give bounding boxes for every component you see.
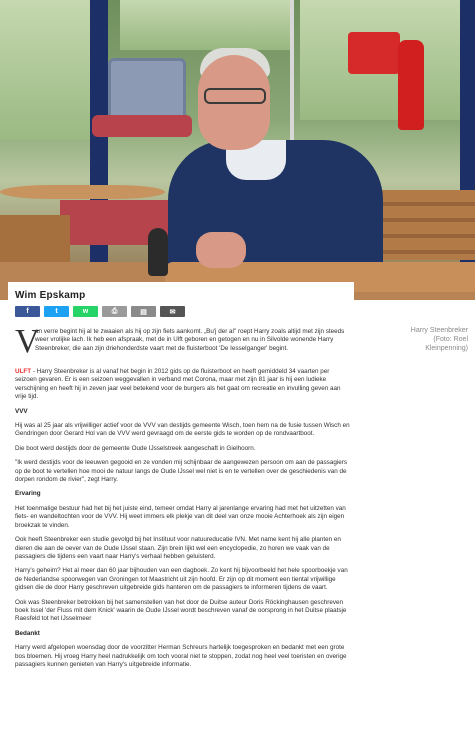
paragraph bbox=[15, 368, 351, 402]
article-body bbox=[15, 323, 351, 675]
paragraph: Die boot werd destijds door de gemeente Oude IJsselstreek aangeschaft in Gielhoorn. bbox=[15, 444, 256, 452]
share-bar bbox=[15, 306, 185, 317]
subheading: VVV bbox=[15, 407, 28, 415]
print-icon[interactable]: ⎙ bbox=[102, 306, 127, 317]
boat-post bbox=[90, 0, 108, 300]
intro-paragraph bbox=[15, 323, 351, 362]
paragraph: Ook was Steenbreker betrokken bij het samenstellen van het door de Duitse auteur Doris Röckinghausen geschreven boek Issel 'der Fluss mit dem Knick' waarin de Oude IJssel wordt beschreven vanaf de oorsprong in het Duitse plaatsje Raesfeld tot het IJsselmeer bbox=[15, 598, 347, 623]
whatsapp-icon[interactable]: w bbox=[73, 306, 98, 317]
table bbox=[0, 185, 165, 199]
window bbox=[120, 0, 290, 50]
caption-credit: (Foto: Roel Kleinpenning) bbox=[425, 336, 468, 352]
person-hand bbox=[196, 232, 246, 268]
email-icon[interactable]: ✉ bbox=[160, 306, 185, 317]
pdf-icon[interactable]: ▤ bbox=[131, 306, 156, 317]
person-glasses bbox=[204, 88, 266, 104]
seat bbox=[108, 58, 186, 123]
cushion bbox=[92, 115, 192, 137]
paragraph: "Ik werd destijds voor de leeuwen gegooid en ze vonden mij schijnbaar de aangewezen persoon om aan de passagiers op de boot te vertellen hoe mooi de natuur langs de Oude IJssel wel niet is en te vertellen over de geschiedenis van de dorpen rondom de rivier", zegt Harry. bbox=[15, 459, 347, 484]
twitter-icon[interactable]: t bbox=[44, 306, 69, 317]
drop-cap: V bbox=[15, 323, 40, 360]
paragraph-text: - Harry Steenbreker is al vanaf het begin in 2012 gids op de fluisterboot en heeft gemiddeld 34 vaarten per seizoen gevaren. Er is een seizoen weggevallen in verband met Corona, maar met zijn 81 jaar is hij een ludieke verschijning en heeft hij in zeven jaar veel betekend voor de burgers als het gaat om recreatie en invulling geven aan vrije tijd. bbox=[15, 368, 341, 401]
paragraph: Harry werd afgelopen woensdag door de voorzitter Herman Schreurs hartelijk toegesproken en bedankt met een grote bos bloemen. Hij vroeg Harry heel nadrukkelijk om toch vooral niet te stoppen, zodat nog heel veel toeristen en overige passagiers kunnen genieten van Harry's uitgebreide informatie. bbox=[15, 644, 347, 668]
window bbox=[0, 0, 95, 140]
photo-caption bbox=[410, 326, 468, 353]
intro-text: an verre begint hij al te zwaaien als hij op zijn fiets aankomt. „Bu'j der al" roept Harry zoals altijd met zijn steeds weer vrolijke lach. Ik heb een afspraak, met de in Ulft geboren en getogen en nu in Silvolde wonende Harry Steenbreker, die aan zijn driehonderdste vaart met de fluisterboot 'De Iesselganger' begint. bbox=[35, 328, 345, 352]
paragraph: Het toenmalige bestuur had het bij het juiste eind, temeer omdat Harry al jarenlange ervaring had met het uitzetten van fiets- en wandeltochten voor de VVV. Hij weet immers elk plekje van dit deel van onze mooie Achterhoek als zijn eigen broekzak te vinden. bbox=[15, 504, 346, 529]
article-header bbox=[8, 282, 354, 322]
author-name: Wim Epskamp bbox=[15, 290, 86, 301]
paragraph: Hij was al 25 jaar als vrijwilliger actief voor de VVV van destijds gemeente Wisch, toen hem na de fusie tussen Wisch en Gendringen door Gerard Hol van de VVV werd gevraagd om de eerste gids te worden op de rondvaartboot. bbox=[15, 422, 350, 438]
boat-pole bbox=[290, 0, 294, 150]
paragraph: Harry's geheim? Het al meer dan 60 jaar bijhouden van een dagboek. Zo kent hij bijvoorbeeld het hele spoorboekje van de Nederlandse spoorwegen van Groningen tot Maastricht uit zijn hoofd. Er zijn op dit moment een tiental vrijwillige gidsen die de door Harry geschreven uitgebreide gids hanteren om de passagiers te informeren tijdens de vaart. bbox=[15, 567, 348, 592]
caption-name: Harry Steenbreker bbox=[410, 327, 468, 334]
subheading: Ervaring bbox=[15, 490, 41, 498]
fire-extinguisher bbox=[398, 40, 424, 130]
article-photo bbox=[0, 0, 475, 300]
subheading: Bedankt bbox=[15, 629, 40, 637]
paragraph: Ook heeft Steenbreker een studie gevolgd bij het Instituut voor natuureducatie IVN. Met name kent hij alle planten en dieren die aan de oever van de Oude IJssel staan. Zijn brein lijkt wel een encyclopedie, zo horen we vaak van de passagiers die tijdens een vaart naar Harry's verhaal hebben geluisterd. bbox=[15, 536, 341, 560]
microphone bbox=[148, 228, 168, 276]
dateline: ULFT bbox=[15, 368, 32, 375]
facebook-icon[interactable]: f bbox=[15, 306, 40, 317]
fire-box bbox=[348, 32, 400, 74]
